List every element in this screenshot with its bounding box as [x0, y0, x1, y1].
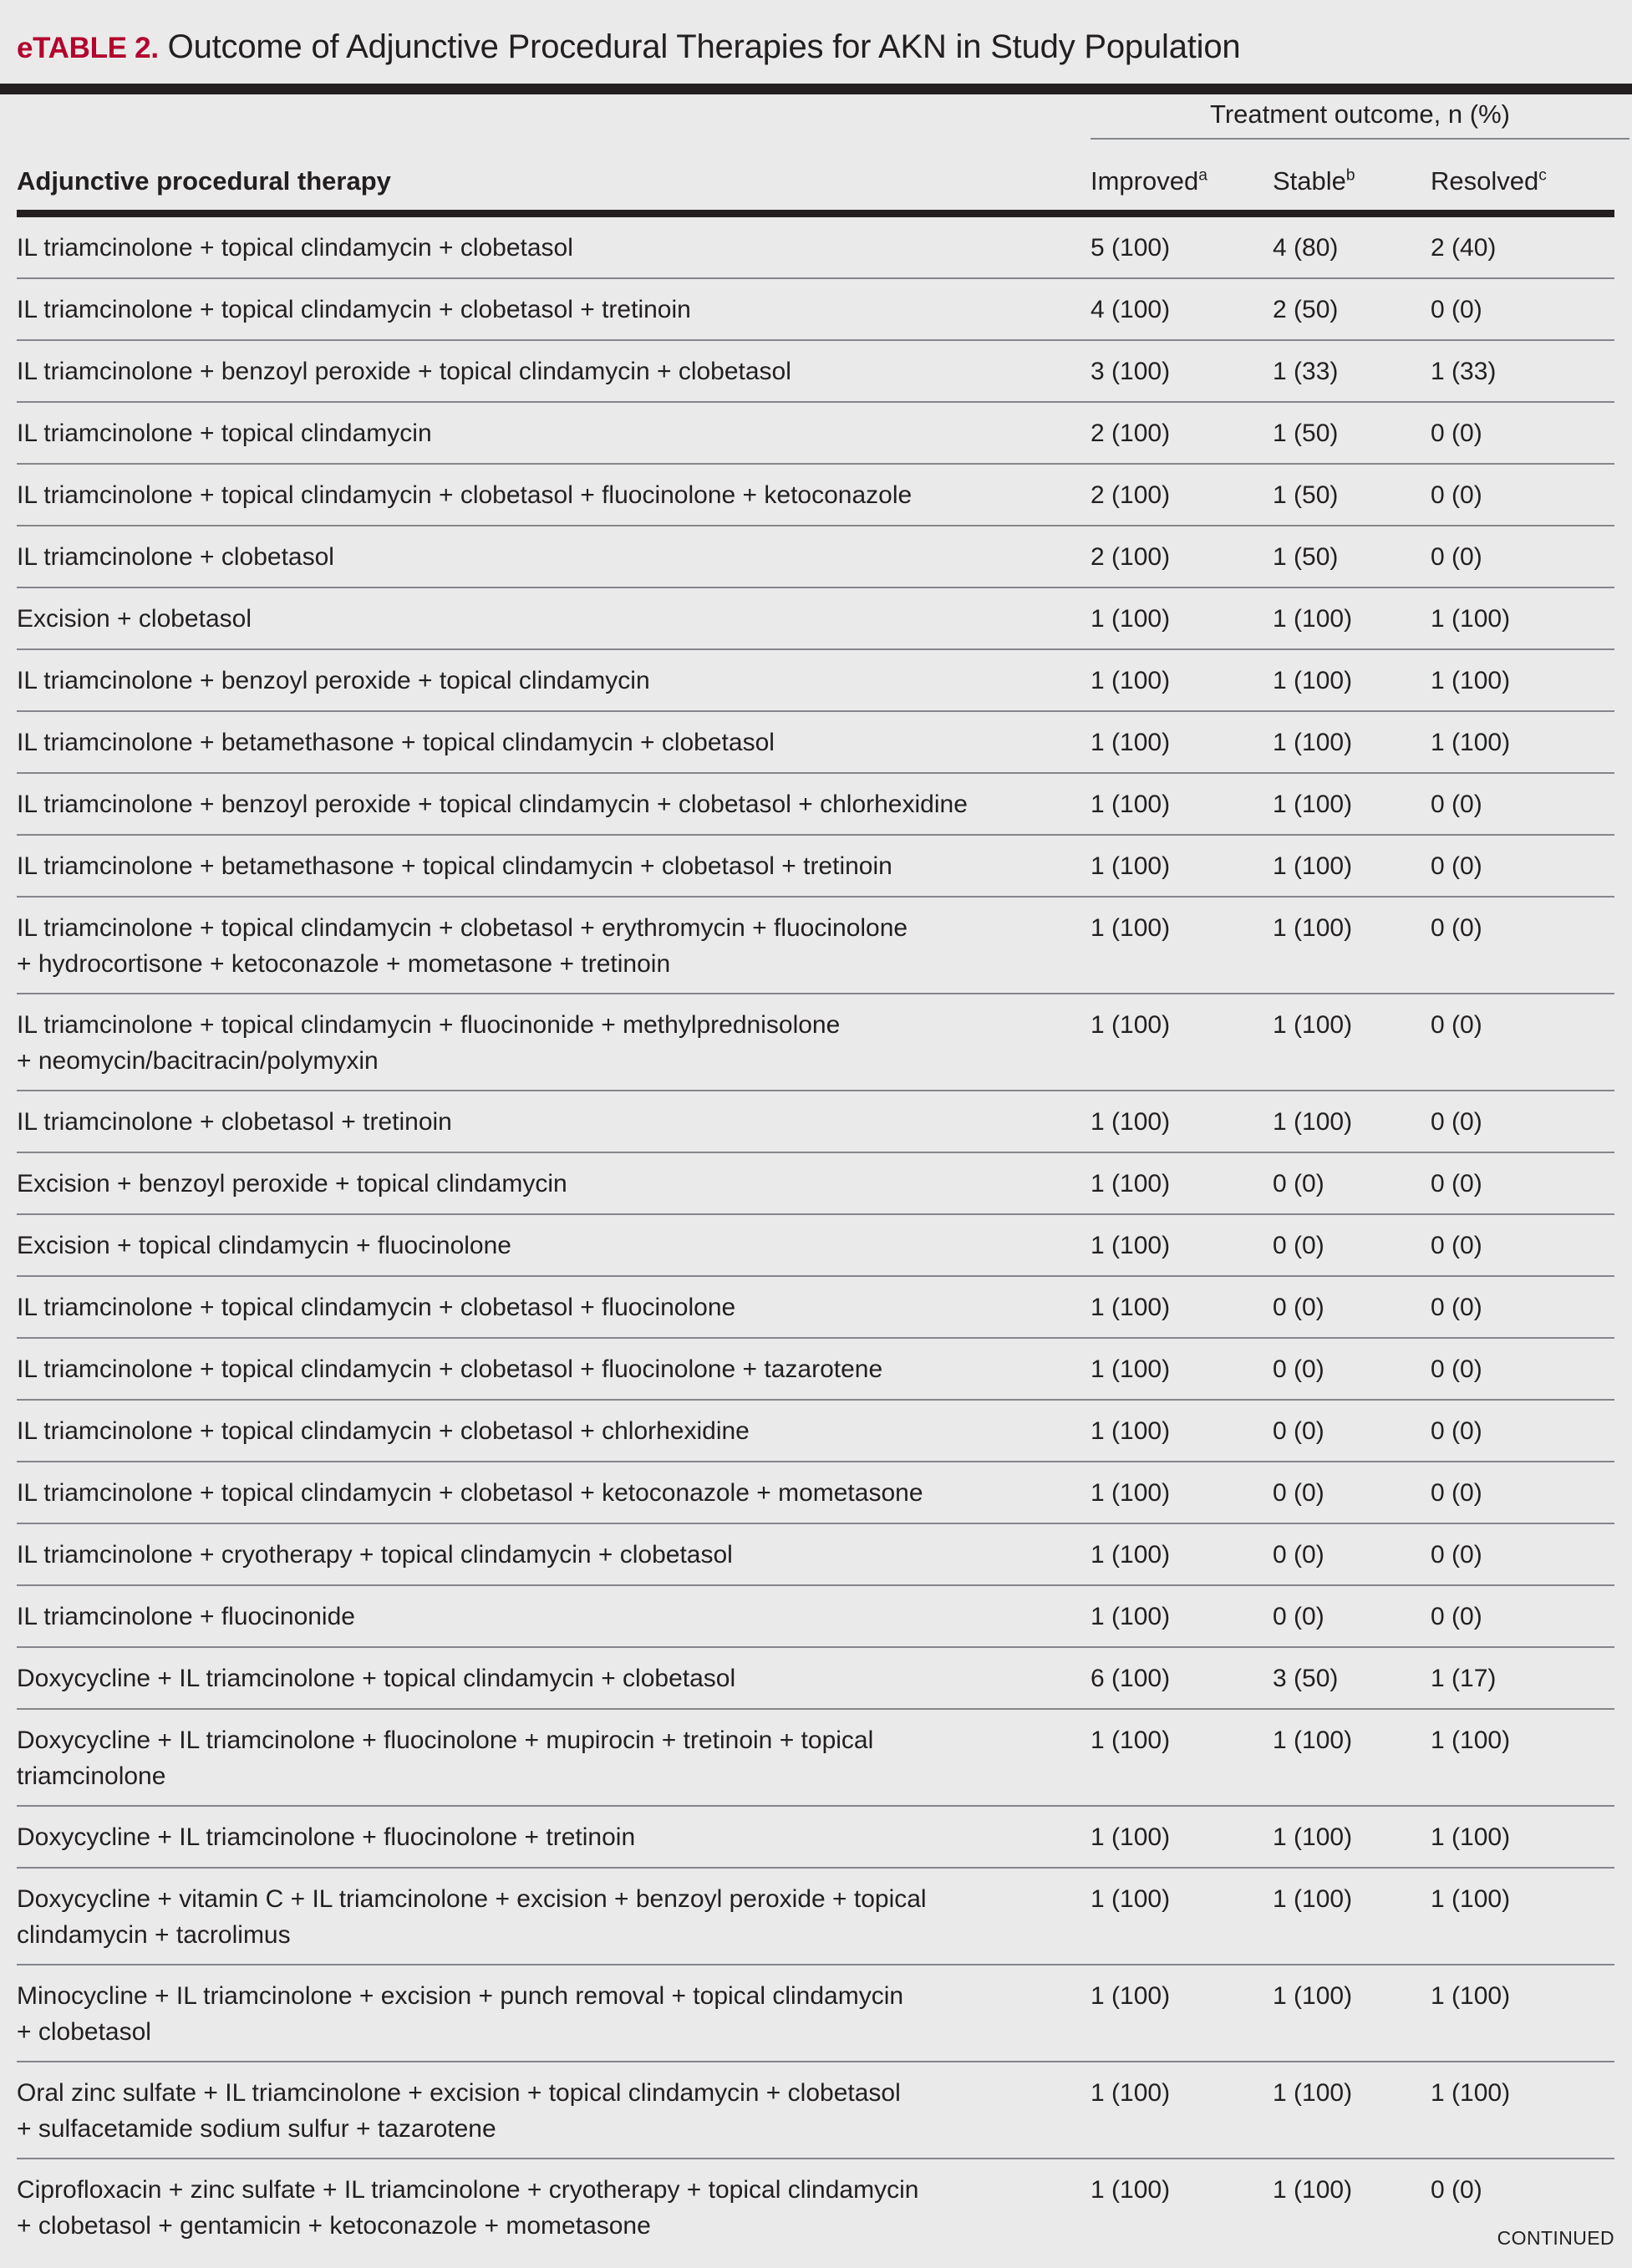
cell-resolved: 1 (17)	[1431, 1665, 1497, 1692]
cell-resolved: 0 (0)	[1431, 791, 1482, 818]
cell-improved: 1 (100)	[1091, 1885, 1171, 1913]
cell-improved: 1 (100)	[1091, 1541, 1171, 1569]
cell-stable: 0 (0)	[1273, 1294, 1324, 1321]
table-row	[17, 1462, 1614, 1523]
table-row	[17, 403, 1614, 463]
table-row	[17, 712, 1614, 772]
table-row	[17, 1339, 1614, 1399]
cell-improved: 1 (100)	[1091, 1294, 1171, 1321]
cell-stable: 0 (0)	[1273, 1170, 1324, 1198]
column-header-resolved-label: Resolved	[1431, 166, 1539, 196]
column-group-label: Treatment outcome, n (%)	[1210, 99, 1510, 129]
cell-improved: 5 (100)	[1091, 234, 1171, 262]
cell-stable: 1 (100)	[1273, 1982, 1353, 2010]
cell-improved: 1 (100)	[1091, 791, 1171, 818]
cell-therapy: Doxycycline + IL triamcinolone + fluocinolone + tretinoin	[17, 1823, 636, 1851]
cell-therapy: IL triamcinolone + topical clindamycin + clobetasol	[17, 234, 573, 262]
cell-improved: 1 (100)	[1091, 2079, 1171, 2107]
cell-resolved: 0 (0)	[1431, 852, 1482, 880]
table-row	[17, 1215, 1614, 1275]
column-header-resolved	[1431, 166, 1547, 196]
cell-improved: 1 (100)	[1091, 1108, 1171, 1136]
cell-stable: 1 (100)	[1273, 1823, 1353, 1851]
cell-improved: 1 (100)	[1091, 667, 1171, 694]
cell-resolved: 0 (0)	[1431, 481, 1482, 509]
table-row	[17, 2159, 1614, 2255]
cell-therapy: IL triamcinolone + clobetasol + tretinoin	[17, 1108, 452, 1136]
column-header-row	[17, 161, 1614, 203]
table-header-bottom-rule	[17, 210, 1614, 217]
cell-stable: 1 (100)	[1273, 1885, 1353, 1913]
table-row	[17, 1524, 1614, 1584]
cell-resolved: 0 (0)	[1431, 420, 1482, 447]
cell-stable: 2 (50)	[1273, 296, 1339, 323]
cell-stable: 0 (0)	[1273, 1417, 1324, 1445]
cell-therapy: IL triamcinolone + benzoyl peroxide + topical clindamycin + clobetasol + chlorhexidine	[17, 791, 968, 818]
cell-improved: 1 (100)	[1091, 1603, 1171, 1630]
cell-stable: 1 (33)	[1273, 358, 1339, 385]
cell-therapy: IL triamcinolone + topical clindamycin + clobetasol + fluocinolone + ketoconazole	[17, 481, 913, 509]
cell-improved: 1 (100)	[1091, 1982, 1171, 2010]
cell-resolved: 0 (0)	[1431, 1541, 1482, 1569]
table-title-text: Outcome of Adjunctive Procedural Therapies for AKN in Study Population	[167, 28, 1241, 65]
table-row	[17, 1710, 1614, 1805]
cell-improved: 1 (100)	[1091, 1479, 1171, 1507]
cell-stable: 1 (100)	[1273, 2079, 1353, 2107]
table-row	[17, 836, 1614, 896]
cell-improved: 1 (100)	[1091, 1417, 1171, 1445]
cell-therapy: IL triamcinolone + betamethasone + topical clindamycin + clobetasol	[17, 729, 775, 756]
table-row	[17, 1965, 1614, 2061]
cell-resolved: 1 (100)	[1431, 729, 1511, 756]
cell-improved: 1 (100)	[1091, 729, 1171, 756]
cell-improved: 1 (100)	[1091, 1011, 1171, 1039]
cell-resolved: 0 (0)	[1431, 1294, 1482, 1321]
cell-resolved: 0 (0)	[1431, 1479, 1482, 1507]
column-header-stable-label: Stable	[1273, 166, 1346, 196]
page-title	[0, 0, 1632, 65]
cell-stable: 1 (100)	[1273, 667, 1353, 694]
footnote-marker-c: c	[1538, 166, 1547, 185]
cell-improved: 1 (100)	[1091, 914, 1171, 942]
cell-resolved: 1 (100)	[1431, 2079, 1511, 2107]
table-row	[17, 1153, 1614, 1213]
cell-therapy: IL triamcinolone + fluocinonide	[17, 1603, 355, 1630]
cell-resolved: 2 (40)	[1431, 234, 1497, 262]
cell-resolved: 1 (100)	[1431, 1885, 1511, 1913]
cell-stable: 1 (100)	[1273, 1011, 1353, 1039]
cell-therapy: Excision + topical clindamycin + fluocinolone	[17, 1232, 511, 1259]
cell-therapy: Doxycycline + IL triamcinolone + topical clindamycin + clobetasol	[17, 1665, 736, 1692]
cell-therapy: Doxycycline + IL triamcinolone + fluocinolone + mupirocin + tretinoin + topical triamcinolone	[17, 1726, 874, 1790]
cell-therapy: IL triamcinolone + topical clindamycin + clobetasol + tretinoin	[17, 296, 691, 323]
cell-therapy: Excision + clobetasol	[17, 605, 252, 633]
cell-improved: 1 (100)	[1091, 2176, 1171, 2204]
cell-therapy: Oral zinc sulfate + IL triamcinolone + excision + topical clindamycin + clobetasol + sulfacetamide sodium sulfur + tazarotene	[17, 2079, 901, 2143]
cell-resolved: 0 (0)	[1431, 1232, 1482, 1259]
cell-stable: 0 (0)	[1273, 1479, 1324, 1507]
cell-resolved: 1 (100)	[1431, 667, 1511, 694]
cell-therapy: Ciprofloxacin + zinc sulfate + IL triamcinolone + cryotherapy + topical clindamycin + clobetasol + gentamicin + ketoconazole + mometasone	[17, 2176, 919, 2240]
cell-resolved: 1 (100)	[1431, 1823, 1511, 1851]
footnote-marker-b: b	[1345, 166, 1355, 185]
cell-stable: 0 (0)	[1273, 1355, 1324, 1383]
table-row	[17, 465, 1614, 525]
column-header-therapy: Adjunctive procedural therapy	[17, 166, 391, 196]
cell-resolved: 0 (0)	[1431, 1417, 1482, 1445]
cell-stable: 3 (50)	[1273, 1665, 1339, 1692]
cell-resolved: 0 (0)	[1431, 296, 1482, 323]
table-row	[17, 898, 1614, 993]
cell-improved: 1 (100)	[1091, 852, 1171, 880]
table-top-rule	[0, 84, 1632, 94]
cell-stable: 0 (0)	[1273, 1603, 1324, 1630]
cell-resolved: 0 (0)	[1431, 2176, 1482, 2204]
cell-stable: 1 (50)	[1273, 420, 1339, 447]
cell-stable: 1 (100)	[1273, 791, 1353, 818]
table-row	[17, 994, 1614, 1090]
cell-therapy: IL triamcinolone + topical clindamycin + fluocinonide + methylprednisolone + neomycin/bacitracin/polymyxin	[17, 1011, 841, 1075]
cell-improved: 1 (100)	[1091, 1232, 1171, 1259]
table-row	[17, 1401, 1614, 1461]
table-row	[17, 1586, 1614, 1646]
cell-resolved: 0 (0)	[1431, 914, 1482, 942]
cell-resolved: 0 (0)	[1431, 543, 1482, 571]
cell-stable: 1 (100)	[1273, 1108, 1353, 1136]
column-group-rule	[1091, 138, 1629, 140]
cell-improved: 6 (100)	[1091, 1665, 1171, 1692]
table-row	[17, 1277, 1614, 1337]
cell-therapy: Excision + benzoyl peroxide + topical clindamycin	[17, 1170, 567, 1198]
table-header	[17, 94, 1614, 210]
table-body	[17, 217, 1614, 2255]
cell-therapy: IL triamcinolone + benzoyl peroxide + topical clindamycin	[17, 667, 650, 694]
cell-resolved: 0 (0)	[1431, 1170, 1482, 1198]
column-header-improved	[1091, 166, 1207, 196]
table-row	[17, 774, 1614, 834]
cell-therapy: Doxycycline + vitamin C + IL triamcinolone + excision + benzoyl peroxide + topical clindamycin + tacrolimus	[17, 1885, 927, 1949]
cell-stable: 1 (100)	[1273, 1726, 1353, 1754]
cell-improved: 2 (100)	[1091, 481, 1171, 509]
cell-therapy: IL triamcinolone + topical clindamycin + clobetasol + chlorhexidine	[17, 1417, 750, 1445]
cell-improved: 2 (100)	[1091, 420, 1171, 447]
table-row	[17, 1091, 1614, 1152]
cell-resolved: 0 (0)	[1431, 1603, 1482, 1630]
cell-stable: 0 (0)	[1273, 1541, 1324, 1569]
cell-therapy: IL triamcinolone + topical clindamycin + clobetasol + fluocinolone + tazarotene	[17, 1355, 883, 1383]
table-row	[17, 526, 1614, 587]
cell-improved: 3 (100)	[1091, 358, 1171, 385]
table-row	[17, 588, 1614, 648]
cell-stable: 1 (50)	[1273, 543, 1339, 571]
continued-label: CONTINUED	[1497, 2227, 1614, 2249]
cell-stable: 1 (100)	[1273, 2176, 1353, 2204]
cell-improved: 1 (100)	[1091, 1355, 1171, 1383]
cell-therapy: IL triamcinolone + topical clindamycin	[17, 420, 432, 447]
table-row	[17, 1648, 1614, 1708]
cell-resolved: 1 (33)	[1431, 358, 1497, 385]
cell-resolved: 1 (100)	[1431, 1726, 1511, 1754]
table-row	[17, 279, 1614, 339]
table-row	[17, 341, 1614, 401]
cell-improved: 1 (100)	[1091, 1170, 1171, 1198]
cell-stable: 1 (100)	[1273, 605, 1353, 633]
cell-resolved: 0 (0)	[1431, 1108, 1482, 1136]
table-row	[17, 650, 1614, 710]
table-row	[17, 1807, 1614, 1867]
cell-stable: 1 (100)	[1273, 729, 1353, 756]
cell-improved: 1 (100)	[1091, 1726, 1171, 1754]
cell-resolved: 1 (100)	[1431, 605, 1511, 633]
table-number-label: eTABLE 2.	[17, 32, 159, 64]
cell-improved: 2 (100)	[1091, 543, 1171, 571]
cell-stable: 1 (100)	[1273, 852, 1353, 880]
cell-improved: 4 (100)	[1091, 296, 1171, 323]
cell-resolved: 0 (0)	[1431, 1355, 1482, 1383]
table-row	[17, 217, 1614, 277]
cell-therapy: IL triamcinolone + betamethasone + topical clindamycin + clobetasol + tretinoin	[17, 852, 892, 880]
column-header-improved-label: Improved	[1091, 166, 1199, 196]
cell-improved: 1 (100)	[1091, 605, 1171, 633]
cell-therapy: Minocycline + IL triamcinolone + excision + punch removal + topical clindamycin + clobetasol	[17, 1982, 904, 2046]
cell-therapy: IL triamcinolone + topical clindamycin + clobetasol + erythromycin + fluocinolone + hydrocortisone + ketoconazole + mometasone + tretinoin	[17, 914, 908, 978]
cell-therapy: IL triamcinolone + cryotherapy + topical clindamycin + clobetasol	[17, 1541, 733, 1569]
table-row	[17, 1869, 1614, 1964]
cell-therapy: IL triamcinolone + topical clindamycin + clobetasol + fluocinolone	[17, 1294, 736, 1321]
cell-improved: 1 (100)	[1091, 1823, 1171, 1851]
cell-stable: 4 (80)	[1273, 234, 1339, 262]
footnote-marker-a: a	[1198, 166, 1207, 185]
column-header-stable	[1273, 166, 1355, 196]
cell-therapy: IL triamcinolone + clobetasol	[17, 543, 334, 571]
cell-stable: 1 (100)	[1273, 914, 1353, 942]
cell-stable: 0 (0)	[1273, 1232, 1324, 1259]
cell-therapy: IL triamcinolone + benzoyl peroxide + topical clindamycin + clobetasol	[17, 358, 791, 385]
cell-resolved: 0 (0)	[1431, 1011, 1482, 1039]
cell-resolved: 1 (100)	[1431, 1982, 1511, 2010]
cell-stable: 1 (50)	[1273, 481, 1339, 509]
table-row	[17, 2062, 1614, 2158]
cell-therapy: IL triamcinolone + topical clindamycin + clobetasol + ketoconazole + mometasone	[17, 1479, 923, 1507]
